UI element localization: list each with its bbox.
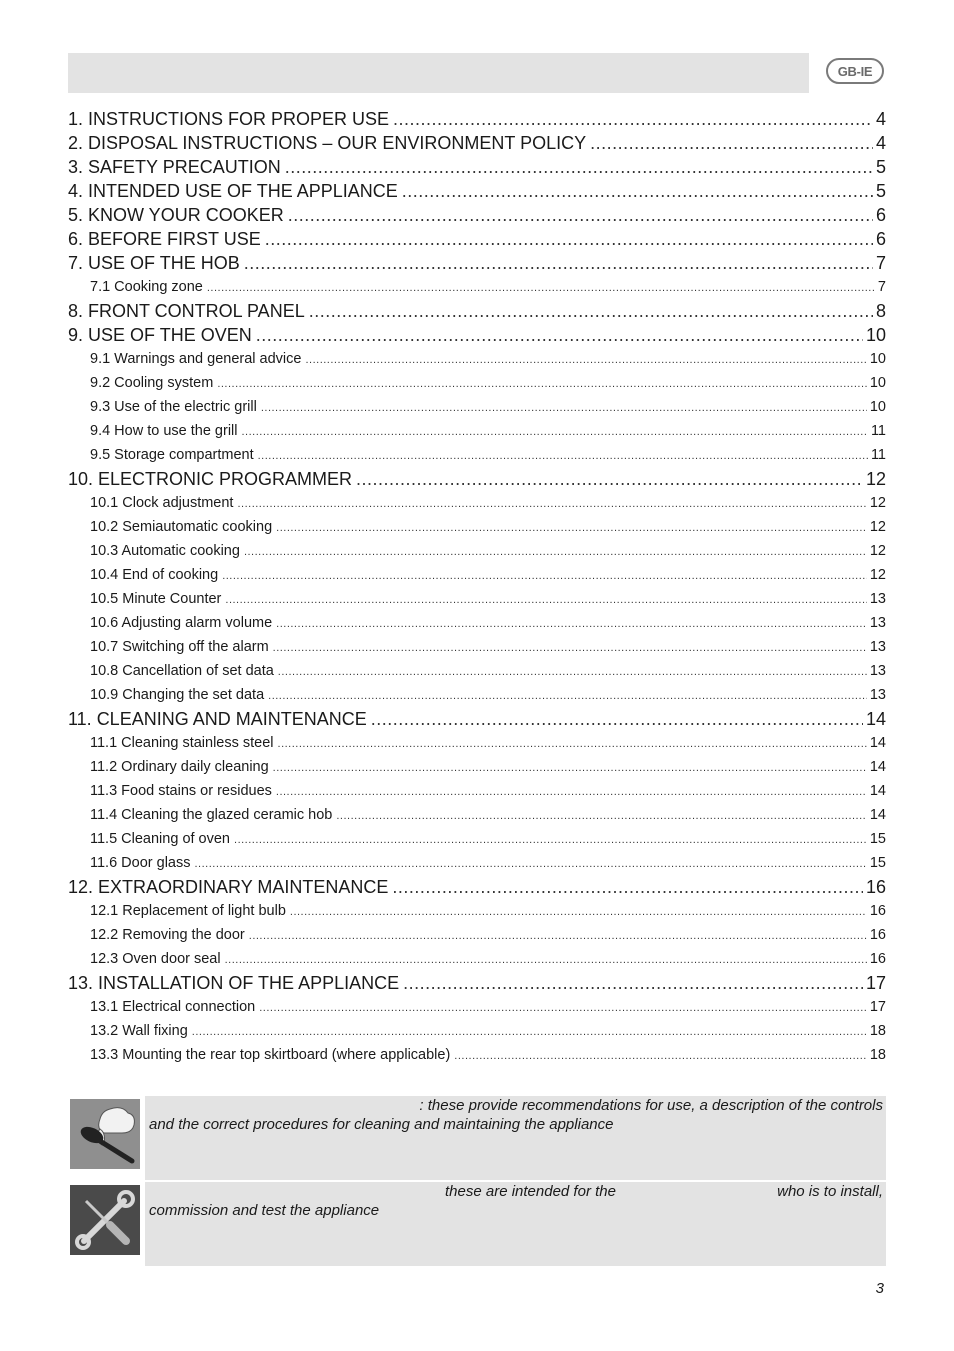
toc-entry-label: 10.4 End of cooking — [90, 567, 219, 583]
toc-leader-dots — [273, 755, 867, 779]
toc-section-entry[interactable] — [68, 467, 886, 491]
toc-subsection-entry[interactable] — [68, 587, 886, 611]
toc-leader-dots — [278, 659, 867, 683]
toc-entry-page: 14 — [869, 783, 886, 799]
toc-entry-page: 12 — [869, 519, 886, 535]
toc-entry-page: 15 — [869, 831, 886, 847]
toc-entry-label: 8. FRONT CONTROL PANEL — [68, 301, 305, 321]
toc-subsection-entry[interactable] — [68, 947, 886, 971]
toc-subsection-entry[interactable] — [68, 995, 886, 1019]
toc-leader-dots — [336, 803, 867, 827]
toc-subsection-entry[interactable] — [68, 923, 886, 947]
toc-entry-page: 14 — [869, 807, 886, 823]
toc-entry-label: 12. EXTRAORDINARY MAINTENANCE — [68, 877, 389, 897]
user-instructions-note — [70, 1096, 886, 1180]
toc-entry-label: 11.1 Cleaning stainless steel — [90, 735, 274, 751]
toc-entry-page: 5 — [875, 157, 886, 177]
toc-subsection-entry[interactable] — [68, 827, 886, 851]
toc-entry-label: 10.2 Semiautomatic cooking — [90, 519, 273, 535]
toc-entry-page: 13 — [869, 591, 886, 607]
toc-entry-page: 6 — [875, 205, 886, 225]
toc-leader-dots — [237, 491, 866, 515]
installer-note-line-2: commission and test the appliance — [149, 1202, 380, 1219]
toc-entry-label: 12.1 Replacement of light bulb — [90, 903, 286, 919]
toc-entry-page: 14 — [869, 759, 886, 775]
user-note-line-1: : these provide recommendations for use, a description of the controls — [419, 1097, 883, 1114]
toc-subsection-entry[interactable] — [68, 803, 886, 827]
toc-entry-label: 13. INSTALLATION OF THE APPLIANCE — [68, 973, 400, 993]
toc-leader-dots — [244, 539, 867, 563]
toc-subsection-entry[interactable] — [68, 1043, 886, 1067]
toc-leader-dots — [256, 323, 863, 347]
installer-note-line-1b: who is to install, — [777, 1183, 883, 1200]
toc-leader-dots — [268, 683, 867, 707]
toc-section-entry[interactable] — [68, 155, 886, 179]
toc-subsection-entry[interactable] — [68, 443, 886, 467]
toc-entry-label: 11.6 Door glass — [90, 855, 191, 871]
page-number: 3 — [875, 1280, 884, 1297]
toc-entry-page: 8 — [875, 301, 886, 321]
toc-leader-dots — [192, 1019, 867, 1043]
toc-entry-page: 14 — [869, 735, 886, 751]
toc-entry-label: 3. SAFETY PRECAUTION — [68, 157, 281, 177]
toc-section-entry[interactable] — [68, 227, 886, 251]
toc-entry-page: 10 — [865, 325, 886, 345]
toc-entry-label: 9.2 Cooling system — [90, 375, 214, 391]
toc-leader-dots — [249, 923, 867, 947]
toc-leader-dots — [278, 731, 867, 755]
toc-entry-label: 11.2 Ordinary daily cleaning — [90, 759, 269, 775]
toc-entry-page: 18 — [869, 1023, 886, 1039]
toc-entry-page: 13 — [869, 687, 886, 703]
toc-leader-dots — [194, 851, 866, 875]
toc-entry-page: 15 — [869, 855, 886, 871]
toc-entry-page: 13 — [869, 639, 886, 655]
toc-leader-dots — [234, 827, 867, 851]
toc-entry-page: 12 — [869, 567, 886, 583]
toc-subsection-entry[interactable] — [68, 899, 886, 923]
toc-entry-label: 10.1 Clock adjustment — [90, 495, 234, 511]
toc-entry-page: 16 — [869, 903, 886, 919]
toc-leader-dots — [403, 971, 863, 995]
toc-section-entry[interactable] — [68, 971, 886, 995]
toc-subsection-entry[interactable] — [68, 419, 886, 443]
toc-entry-label: 12.2 Removing the door — [90, 927, 245, 943]
toc-entry-page: 5 — [875, 181, 886, 201]
toc-leader-dots — [273, 635, 867, 659]
toc-leader-dots — [276, 779, 867, 803]
toc-leader-dots — [290, 899, 867, 923]
toc-entry-page: 7 — [875, 253, 886, 273]
toc-subsection-entry[interactable] — [68, 683, 886, 707]
toc-entry-label: 13.1 Electrical connection — [90, 999, 256, 1015]
toc-section-entry[interactable] — [68, 203, 886, 227]
toc-leader-dots — [402, 179, 873, 203]
toc-entry-label: 11.3 Food stains or residues — [90, 783, 272, 799]
toc-entry-label: 10.6 Adjusting alarm volume — [90, 615, 273, 631]
toc-subsection-entry[interactable] — [68, 779, 886, 803]
user-note-line-2: and the correct procedures for cleaning and maintaining the appliance — [149, 1116, 614, 1133]
toc-entry-page: 11 — [870, 447, 886, 463]
toc-entry-label: 10.8 Cancellation of set data — [90, 663, 274, 679]
toc-entry-label: 9.3 Use of the electric grill — [90, 399, 257, 415]
toc-leader-dots — [356, 467, 863, 491]
toc-subsection-entry[interactable] — [68, 491, 886, 515]
toc-entry-page: 10 — [869, 375, 886, 391]
toc-leader-dots — [242, 419, 868, 443]
user-instructions-text-box — [145, 1096, 886, 1180]
toc-entry-page: 18 — [869, 1047, 886, 1063]
toc-entry-page: 10 — [869, 351, 886, 367]
toc-subsection-entry[interactable] — [68, 611, 886, 635]
toc-entry-page: 13 — [869, 663, 886, 679]
toc-subsection-entry[interactable] — [68, 563, 886, 587]
toc-entry-label: 10.3 Automatic cooking — [90, 543, 240, 559]
toc-subsection-entry[interactable] — [68, 371, 886, 395]
toc-section-entry[interactable] — [68, 707, 886, 731]
toc-entry-label: 10. ELECTRONIC PROGRAMMER — [68, 469, 353, 489]
toc-entry-page: 12 — [865, 469, 886, 489]
toc-leader-dots — [454, 1043, 867, 1067]
toc-entry-label: 4. INTENDED USE OF THE APPLIANCE — [68, 181, 398, 201]
toc-entry-label: 5. KNOW YOUR COOKER — [68, 205, 284, 225]
toc-subsection-entry[interactable] — [68, 515, 886, 539]
toc-leader-dots — [244, 251, 873, 275]
toc-leader-dots — [276, 611, 867, 635]
header-bar — [68, 53, 809, 93]
toc-entry-label: 9.5 Storage compartment — [90, 447, 254, 463]
toc-subsection-entry[interactable] — [68, 731, 886, 755]
toc-section-entry[interactable] — [68, 107, 886, 131]
language-badge: GB-IE — [826, 58, 884, 84]
toc-entry-page: 10 — [869, 399, 886, 415]
installer-instructions-text-box — [145, 1182, 886, 1266]
toc-subsection-entry[interactable] — [68, 635, 886, 659]
toc-subsection-entry[interactable] — [68, 347, 886, 371]
toc-leader-dots — [285, 155, 873, 179]
toc-entry-label: 2. DISPOSAL INSTRUCTIONS – OUR ENVIRONMENT POLICY — [68, 133, 587, 153]
toc-section-entry[interactable] — [68, 299, 886, 323]
toc-leader-dots — [225, 947, 867, 971]
toc-entry-page: 17 — [869, 999, 886, 1015]
toc-entry-label: 1. INSTRUCTIONS FOR PROPER USE — [68, 109, 390, 129]
toc-leader-dots — [276, 515, 867, 539]
toc-leader-dots — [393, 107, 873, 131]
toc-entry-label: 11.5 Cleaning of oven — [90, 831, 231, 847]
toc-leader-dots — [371, 707, 863, 731]
toc-leader-dots — [207, 275, 875, 299]
toc-entry-label: 9. USE OF THE OVEN — [68, 325, 252, 345]
toc-section-entry[interactable] — [68, 875, 886, 899]
toc-subsection-entry[interactable] — [68, 755, 886, 779]
installer-instructions-note — [70, 1182, 886, 1266]
toc-entry-page: 16 — [865, 877, 886, 897]
toc-entry-page: 17 — [865, 973, 886, 993]
toc-entry-label: 7. USE OF THE HOB — [68, 253, 240, 273]
toc-entry-label: 13.3 Mounting the rear top skirtboard (where applicable) — [90, 1047, 451, 1063]
toc-entry-label: 9.4 How to use the grill — [90, 423, 238, 439]
toc-leader-dots — [258, 443, 868, 467]
toc-subsection-entry[interactable] — [68, 539, 886, 563]
toc-subsection-entry[interactable] — [68, 275, 886, 299]
toc-entry-page: 16 — [869, 927, 886, 943]
toc-leader-dots — [225, 587, 866, 611]
toc-subsection-entry[interactable] — [68, 395, 886, 419]
toc-entry-page: 13 — [869, 615, 886, 631]
toc-section-entry[interactable] — [68, 251, 886, 275]
toc-leader-dots — [259, 995, 867, 1019]
toc-entry-label: 13.2 Wall fixing — [90, 1023, 188, 1039]
toc-entry-label: 10.5 Minute Counter — [90, 591, 222, 607]
toc-entry-page: 14 — [865, 709, 886, 729]
toc-entry-page: 4 — [875, 133, 886, 153]
toc-entry-page: 12 — [869, 543, 886, 559]
toc-leader-dots — [309, 299, 873, 323]
toc-subsection-entry[interactable] — [68, 1019, 886, 1043]
toc-section-entry[interactable] — [68, 179, 886, 203]
toc-subsection-entry[interactable] — [68, 659, 886, 683]
toc-section-entry[interactable] — [68, 131, 886, 155]
toc-leader-dots — [590, 131, 873, 155]
wrench-screwdriver-icon — [70, 1185, 140, 1255]
toc-leader-dots — [217, 371, 867, 395]
installer-note-line-1a: these are intended for the — [445, 1183, 616, 1200]
toc-entry-label: 6. BEFORE FIRST USE — [68, 229, 261, 249]
toc-leader-dots — [288, 203, 873, 227]
toc-leader-dots — [392, 875, 863, 899]
toc-leader-dots — [265, 227, 873, 251]
toc-entry-label: 11.4 Cleaning the glazed ceramic hob — [90, 807, 333, 823]
spoon-chef-hat-icon — [70, 1099, 140, 1169]
toc-entry-label: 11. CLEANING AND MAINTENANCE — [68, 709, 367, 729]
toc-entry-label: 10.7 Switching off the alarm — [90, 639, 269, 655]
toc-section-entry[interactable] — [68, 323, 886, 347]
toc-entry-page: 12 — [869, 495, 886, 511]
toc-entry-label: 12.3 Oven door seal — [90, 951, 221, 967]
toc-leader-dots — [222, 563, 867, 587]
toc-entry-page: 11 — [870, 423, 886, 439]
toc-entry-page: 6 — [875, 229, 886, 249]
toc-entry-label: 9.1 Warnings and general advice — [90, 351, 302, 367]
table-of-contents — [68, 107, 886, 1067]
toc-entry-page: 7 — [877, 279, 886, 295]
toc-subsection-entry[interactable] — [68, 851, 886, 875]
toc-entry-label: 10.9 Changing the set data — [90, 687, 265, 703]
toc-entry-label: 7.1 Cooking zone — [90, 279, 203, 295]
toc-leader-dots — [305, 347, 866, 371]
toc-leader-dots — [261, 395, 867, 419]
toc-entry-page: 16 — [869, 951, 886, 967]
toc-entry-page: 4 — [875, 109, 886, 129]
